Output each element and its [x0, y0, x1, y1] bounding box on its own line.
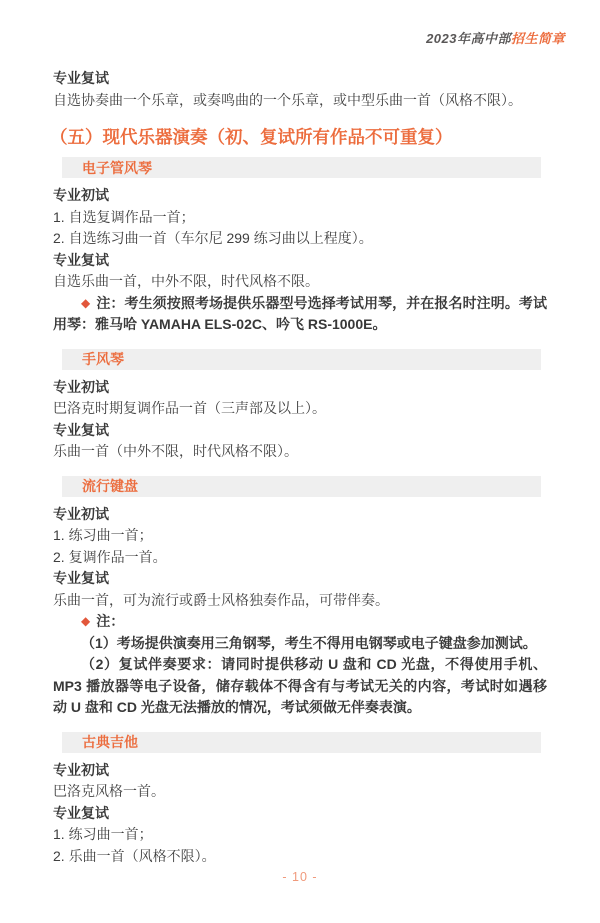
note-item-paragraph: （2）复试伴奏要求：请同时提供移动 U 盘和 CD 光盘，不得使用手机、MP3 播放器等电子设备，储存载体不得含有与考试无关的内容，考试时如遇移动 U 盘和 CD 光盘无法播放的情况，考试须做无伴奏表演。: [53, 656, 547, 715]
exam-stage-label: 专业初试: [53, 378, 109, 395]
instrument-name-bar: [62, 732, 541, 753]
exam-stage-label: 专业复试: [53, 421, 109, 438]
requirement-line: 乐曲一首，可为流行或爵士风格独奏作品，可带伴奏。: [53, 591, 389, 608]
requirement-line: 2. 乐曲一首（风格不限）。: [53, 847, 216, 864]
exam-stage-label: 专业初试: [53, 505, 109, 522]
note-diamond-icon: ◆: [81, 614, 91, 628]
note-diamond-icon: ◆: [81, 295, 91, 310]
instrument-name: 流行键盘: [82, 478, 138, 494]
page-number: - 10 -: [282, 870, 318, 884]
requirement-line: 2. 自选练习曲一首（车尔尼 299 练习曲以上程度）。: [53, 230, 373, 246]
instrument-name: 古典吉他: [82, 734, 138, 750]
intro-retest-text: 自选协奏曲一个乐章，或奏鸣曲的一个乐章，或中型乐曲一首（风格不限）。: [53, 91, 522, 108]
header-brochure-title: 招生简章: [510, 31, 565, 46]
note-text: 注：: [96, 613, 125, 629]
note-paragraph: [53, 611, 547, 633]
instrument-blocks: [53, 753, 547, 868]
requirement-line: 乐曲一首（中外不限，时代风格不限）。: [53, 443, 298, 459]
requirement-line: 自选乐曲一首，中外不限，时代风格不限。: [53, 273, 319, 289]
requirement-line: 巴洛克风格一首。: [53, 783, 165, 799]
page-content: [50, 68, 547, 867]
instrument-name-bar: [62, 349, 541, 370]
instrument-section: [53, 349, 547, 463]
instrument-blocks: [53, 497, 547, 719]
instrument-section: [53, 157, 547, 336]
exam-stage-label: 专业初试: [53, 761, 109, 778]
instrument-name-bar: [62, 476, 541, 497]
exam-stage-label: 专业复试: [53, 570, 109, 586]
section-title: （五）现代乐器演奏（初、复试所有作品不可重复）: [50, 127, 453, 147]
instruments-list: [53, 157, 547, 867]
requirement-line: 1. 练习曲一首；: [53, 527, 153, 543]
instrument-section: [53, 732, 547, 868]
note-paragraph: [53, 293, 547, 336]
instrument-name: 电子管风琴: [82, 159, 152, 176]
requirement-line: 1. 自选复调作品一首；: [53, 208, 195, 225]
requirement-line: 1. 练习曲一首；: [53, 826, 153, 842]
note-item-paragraph: （1）考场提供演奏用三角钢琴，考生不得用电钢琴或电子键盘参加测试。: [81, 634, 537, 651]
page-header: [426, 28, 565, 47]
instrument-blocks: [53, 370, 547, 463]
header-year-division: 2023年高中部: [426, 31, 511, 46]
instrument-name: 手风琴: [82, 351, 124, 367]
instrument-blocks: [53, 178, 547, 336]
instrument-section: [53, 476, 547, 719]
instrument-name-bar: [62, 157, 541, 178]
intro-retest-label: 专业复试: [53, 70, 109, 86]
note-text: 注：考生须按照考场提供乐器型号选择考试用琴，并在报名时注明。考试用琴：雅马哈 YAMAHA ELS-02C、吟飞 RS-1000E。: [53, 294, 547, 332]
exam-stage-label: 专业复试: [53, 804, 109, 821]
requirement-line: 巴洛克时期复调作品一首（三声部及以上）。: [53, 400, 326, 416]
exam-stage-label: 专业初试: [53, 187, 109, 203]
exam-stage-label: 专业复试: [53, 251, 109, 268]
requirement-line: 2. 复调作品一首。: [53, 548, 167, 565]
